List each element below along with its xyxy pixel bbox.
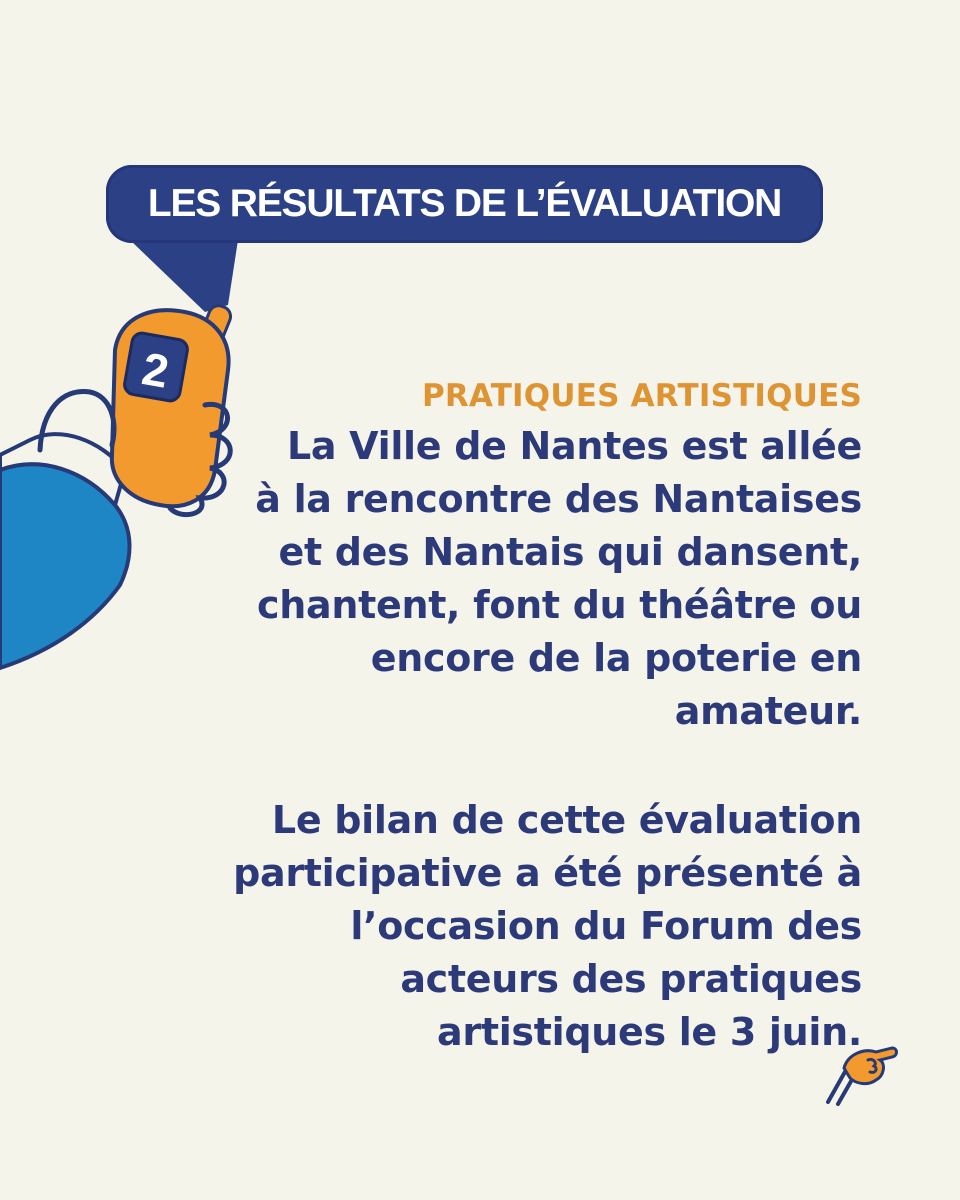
paragraph-1-line: La Ville de Nantes est allée — [286, 424, 862, 468]
paragraph-1-line: chantent, font du théâtre ou — [257, 583, 862, 627]
paragraph-1-line: encore de la poterie en — [370, 636, 862, 680]
paragraph-2-line: acteurs des pratiques — [400, 957, 862, 1001]
paragraph-1-line: à la rencontre des Nantaises — [255, 477, 862, 521]
title-banner — [106, 165, 823, 243]
pointing-hand-icon — [820, 1040, 900, 1110]
paragraph-2-line: participative a été présenté à — [233, 851, 862, 895]
paragraph-1-line: et des Nantais qui dansent, — [278, 530, 862, 574]
paragraph-2-line: l’occasion du Forum des — [350, 904, 862, 948]
paragraph-1-line: amateur. — [674, 689, 862, 733]
paragraph-2-line: artistiques le 3 juin. — [437, 1010, 862, 1054]
section-content — [172, 376, 862, 1059]
section-label: PRATIQUES ARTISTIQUES — [421, 378, 862, 414]
paragraph-1 — [172, 420, 862, 738]
device-number: 2 — [138, 342, 173, 398]
paragraph-2-line: Le bilan de cette évaluation — [271, 798, 862, 842]
paragraph-2 — [172, 794, 862, 1059]
page-title: LES RÉSULTATS DE L’ÉVALUATION — [147, 182, 782, 225]
